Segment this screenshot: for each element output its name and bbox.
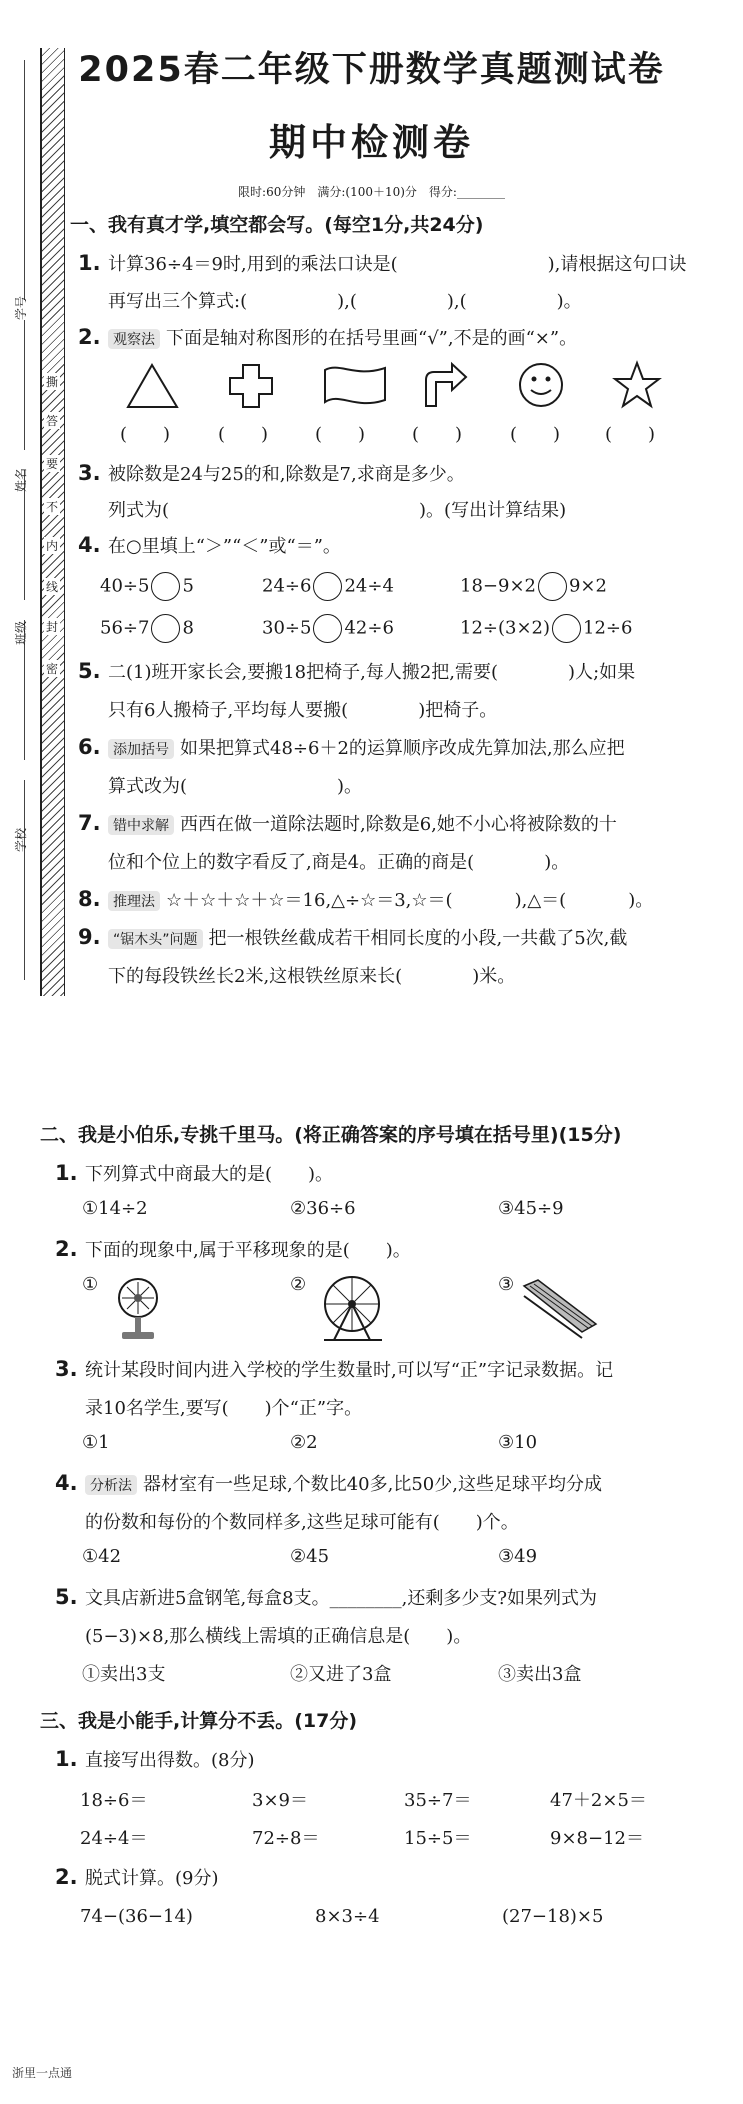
footer-brand: 浙里一点通: [12, 2066, 73, 2080]
compare-circle[interactable]: [151, 572, 180, 601]
flag-shape: [320, 362, 390, 410]
q5-line2: 只有6人搬椅子,平均每人要搬( )把椅子。: [108, 700, 498, 721]
answer-blank[interactable]: ( ): [120, 424, 171, 445]
calc-item: 24÷4＝: [80, 1828, 148, 1849]
option-mark[interactable]: ②: [290, 1274, 307, 1295]
page-title: 2025春二年级下册数学真题测试卷: [78, 50, 665, 90]
q-number: 5.: [78, 659, 101, 683]
option[interactable]: ③49: [498, 1546, 538, 1567]
ferris-wheel-icon: [312, 1272, 392, 1344]
s2-q4-line1: 4. 分析法 器材室有一些足球,个数比40多,比50少,这些足球平均分成: [55, 1471, 602, 1495]
s2-q3-line1: 3. 统计某段时间内进入学校的学生数量时,可以写“正”字记录数据。记: [55, 1357, 614, 1381]
q7-line2: 位和个位上的数字看反了,商是4。正确的商是( )。: [108, 852, 570, 873]
calc-item: 72÷8＝: [252, 1828, 320, 1849]
q6-line2: 算式改为( )。: [108, 776, 363, 797]
method-tag: 观察法: [108, 329, 160, 349]
q-number: 1.: [55, 1161, 78, 1185]
answer-blank[interactable]: ( ): [412, 424, 463, 445]
band-char: 撕: [45, 375, 58, 389]
q-number: 5.: [55, 1585, 78, 1609]
calc-item: 3×9＝: [252, 1790, 308, 1811]
q-number: 9.: [78, 925, 101, 949]
class-label: 班级: [14, 620, 28, 645]
smiley-shape: [516, 360, 566, 410]
band-char: 内: [45, 539, 58, 553]
option[interactable]: ③45÷9: [498, 1198, 564, 1219]
method-tag: “锯木头”问题: [108, 929, 203, 949]
band-char: 要: [45, 457, 58, 471]
q-number: 3.: [78, 461, 101, 485]
option-mark[interactable]: ③: [498, 1274, 515, 1295]
q5-line1: 5. 二(1)班开家长会,要搬18把椅子,每人搬2把,需要( )人;如果: [78, 659, 636, 683]
calc-item: 47＋2×5＝: [550, 1790, 647, 1811]
q7-line1: 7. 错中求解 西西在做一道除法题时,除数是6,她不小心将被除数的十: [78, 811, 617, 835]
calc-item: 74−(36−14): [80, 1906, 193, 1927]
q-number: 7.: [78, 811, 101, 835]
method-tag: 推理法: [108, 891, 160, 911]
q-number: 1.: [78, 251, 101, 275]
section3-heading: 三、我是小能手,计算分不丢。(17分): [40, 1710, 358, 1732]
turn-arrow-shape: [420, 360, 470, 410]
option-mark[interactable]: ①: [82, 1274, 99, 1295]
star-shape: [612, 360, 662, 410]
option[interactable]: ②2: [290, 1432, 318, 1453]
q1-line2: 再写出三个算式:( ),( ),( )。: [108, 291, 582, 312]
compare-circle[interactable]: [538, 572, 567, 601]
method-tag: 错中求解: [108, 815, 174, 835]
triangle-shape: [125, 362, 180, 410]
q-number: 2.: [55, 1865, 78, 1889]
compare-circle[interactable]: [313, 614, 342, 643]
compare-item: 40÷5 5: [100, 572, 194, 601]
compare-item: 12÷(3×2) 12÷6: [460, 614, 632, 643]
compare-circle[interactable]: [151, 614, 180, 643]
method-tag: 添加括号: [108, 739, 174, 759]
q-number: 3.: [55, 1357, 78, 1381]
side-rule: [24, 320, 25, 450]
compare-circle[interactable]: [313, 572, 342, 601]
option[interactable]: ②45: [290, 1546, 330, 1567]
page-gap: [0, 1023, 743, 1070]
option[interactable]: ①1: [82, 1432, 110, 1453]
answer-blank[interactable]: ( ): [315, 424, 366, 445]
compare-item: 56÷7 8: [100, 614, 194, 643]
calc-item: 35÷7＝: [404, 1790, 472, 1811]
calc-item: (27−18)×5: [502, 1906, 604, 1927]
option[interactable]: ③10: [498, 1432, 538, 1453]
cross-shape: [227, 362, 275, 410]
calc-item: 8×3÷4: [315, 1906, 380, 1927]
compare-item: 18−9×2 9×2: [460, 572, 607, 601]
band-char: 密: [45, 662, 58, 676]
s3-q1-line: 1. 直接写出得数。(8分): [55, 1747, 255, 1771]
q9-line2: 下的每段铁丝长2米,这根铁丝原来长( )米。: [108, 966, 516, 987]
band-char: 答: [45, 414, 58, 428]
q-number: 8.: [78, 887, 101, 911]
s2-q5-line2: (5−3)×8,那么横线上需填的正确信息是( )。: [85, 1626, 472, 1647]
exam-meta: 限时:60分钟 满分:(100＋10)分 得分:________: [238, 185, 505, 199]
school-label: 学校: [14, 827, 28, 852]
answer-blank[interactable]: ( ): [510, 424, 561, 445]
name-label: 姓名: [14, 467, 28, 492]
option[interactable]: ①14÷2: [82, 1198, 148, 1219]
compare-item: 24÷6 24÷4: [262, 572, 394, 601]
q9-line1: 9. “锯木头”问题 把一根铁丝截成若干相同长度的小段,一共截了5次,截: [78, 925, 628, 949]
calc-item: 18÷6＝: [80, 1790, 148, 1811]
q3-line2: 列式为( )。(写出计算结果): [108, 500, 567, 521]
q4-line: 4. 在○里填上“＞”“＜”或“＝”。: [78, 533, 341, 557]
q-number: 1.: [55, 1747, 78, 1771]
page-subtitle: 期中检测卷: [269, 121, 474, 164]
option[interactable]: ①卖出3支: [82, 1664, 166, 1685]
s2-q2-line: 2. 下面的现象中,属于平移现象的是( )。: [55, 1237, 411, 1261]
q3-line1: 3. 被除数是24与25的和,除数是7,求商是多少。: [78, 461, 465, 485]
option[interactable]: ②又进了3盒: [290, 1664, 392, 1685]
method-tag: 分析法: [85, 1475, 137, 1495]
side-rule: [24, 60, 25, 300]
q1-line1: 1. 计算36÷4＝9时,用到的乘法口诀是( ),请根据这句口诀: [78, 251, 687, 275]
q-number: 2.: [78, 325, 101, 349]
option[interactable]: ①42: [82, 1546, 122, 1567]
s3-q2-line: 2. 脱式计算。(9分): [55, 1865, 219, 1889]
option[interactable]: ②36÷6: [290, 1198, 356, 1219]
student-id-label: 学号: [14, 295, 28, 320]
q-number: 4.: [78, 533, 101, 557]
q8-line: 8. 推理法 ☆＋☆＋☆＋☆＝16,△÷☆＝3,☆＝( ),△＝( )。: [78, 887, 654, 911]
compare-item: 30÷5 42÷6: [262, 614, 394, 643]
q-number: 4.: [55, 1471, 78, 1495]
q-number: 6.: [78, 735, 101, 759]
electric-fan-icon: [108, 1276, 168, 1342]
section2-heading: 二、我是小伯乐,专挑千里马。(将正确答案的序号填在括号里)(15分): [40, 1124, 622, 1146]
answer-blank[interactable]: ( ): [605, 424, 656, 445]
band-char: 线: [45, 580, 58, 594]
band-char: 不: [45, 500, 58, 514]
q-number: 2.: [55, 1237, 78, 1261]
s2-q4-line2: 的份数和每份的个数同样多,这些足球可能有( )个。: [85, 1512, 519, 1533]
s2-q5-line1: 5. 文具店新进5盒钢笔,每盒8支。________,还剩多少支?如果列式为: [55, 1585, 597, 1609]
calc-item: 15÷5＝: [404, 1828, 472, 1849]
section1-heading: 一、我有真才学,填空都会写。(每空1分,共24分): [70, 214, 484, 236]
option[interactable]: ③卖出3盒: [498, 1664, 582, 1685]
q2-line: 2. 观察法 下面是轴对称图形的在括号里画“√”,不是的画“×”。: [78, 325, 578, 349]
q6-line1: 6. 添加括号 如果把算式48÷6＋2的运算顺序改成先算加法,那么应把: [78, 735, 625, 759]
band-char: 封: [45, 620, 58, 634]
compare-circle[interactable]: [552, 614, 581, 643]
s2-q3-line2: 录10名学生,要写( )个“正”字。: [85, 1398, 363, 1419]
answer-blank[interactable]: ( ): [218, 424, 269, 445]
side-rule: [24, 780, 25, 980]
s2-q1-line: 1. 下列算式中商最大的是( )。: [55, 1161, 334, 1185]
calc-item: 9×8−12＝: [550, 1828, 644, 1849]
escalator-icon: [520, 1276, 600, 1340]
